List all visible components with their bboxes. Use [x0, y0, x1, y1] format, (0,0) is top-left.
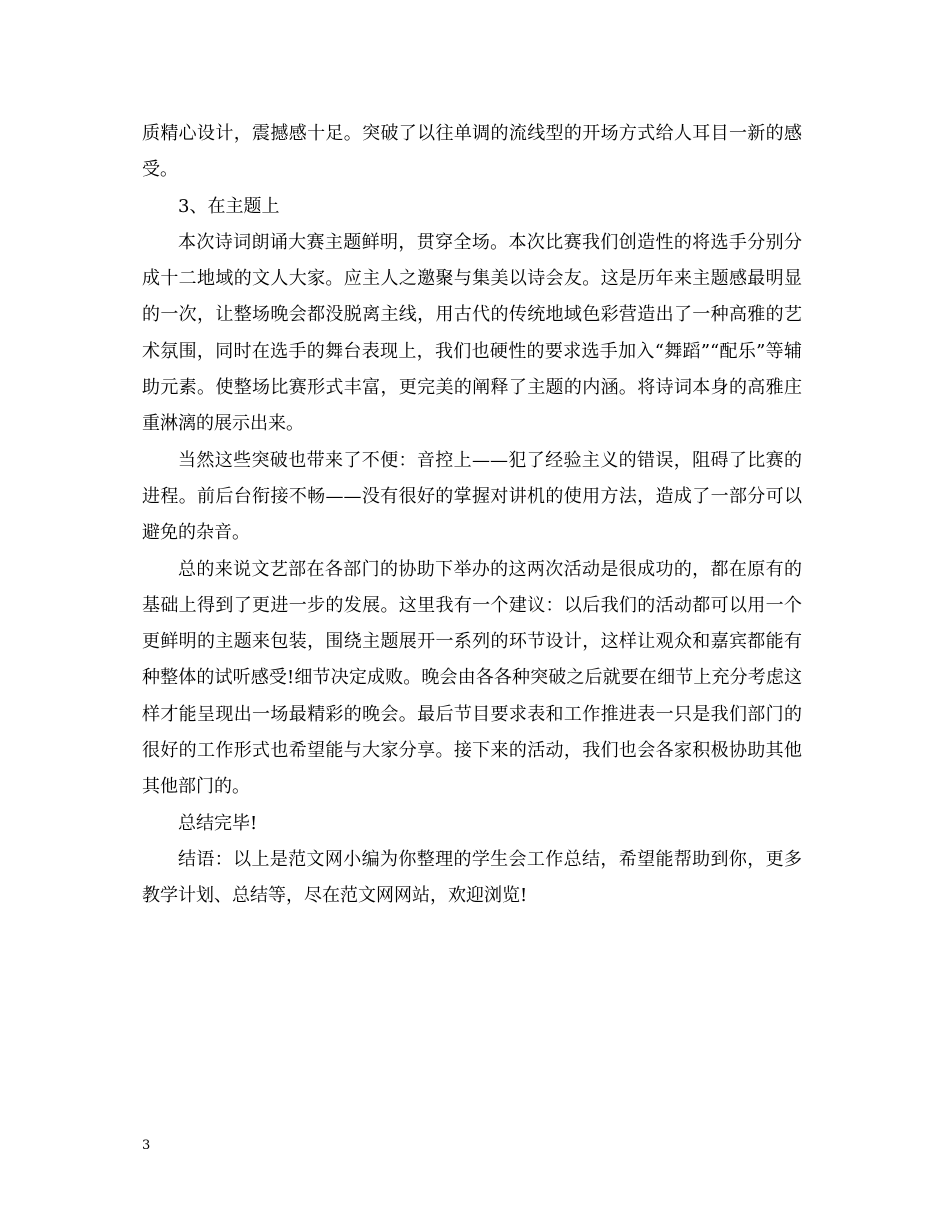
- paragraph-problems: 当然这些突破也带来了不便：音控上——犯了经验主义的错误，阻碍了比赛的进程。前后台衔接不畅——没有很好的掌握对讲机的使用方法，造成了一部分可以避免的杂音。: [142, 449, 802, 544]
- paragraph-theme: 本次诗词朗诵大赛主题鲜明，贯穿全场。本次比赛我们创造性的将选手分别分成十二地域的文人大家。应主人之邀聚与集美以诗会友。这是历年来主题感最明显的一次，让整场晚会都没脱离主线，用古代的传统地域色彩营造出了一种高雅的艺术氛围，同时在选手的舞台表现上，我们也硬性的要求选手加入“舞蹈”“配乐”等辅助元素。使整场比赛形式丰富，更完美的阐释了主题的内涵。将诗词本身的高雅庄重淋漓的展示出来。: [142, 231, 802, 435]
- paragraph-closing: 总结完毕!: [178, 812, 258, 834]
- paragraph-summary: 总的来说文艺部在各部门的协助下举办的这两次活动是很成功的，都在原有的基础上得到了更进一步的发展。这里我有一个建议：以后我们的活动都可以用一个更鲜明的主题来包装，围绕主题展开一系列的环节设计，这样让观众和嘉宾都能有种整体的试听感受!细节决定成败。晚会由各各种突破之后就要在细节上充分考虑这样才能呈现出一场最精彩的晚会。最后节目要求表和工作推进表一只是我们部门的很好的工作形式也希望能与大家分享。接下来的活动，我们也会各家积极协助其他其他部门的。: [142, 558, 802, 798]
- page-number: 3: [142, 1138, 151, 1153]
- paragraph-continuation: 质精心设计，震撼感十足。突破了以往单调的流线型的开场方式给人耳目一新的感受。: [142, 123, 802, 181]
- section-heading: 3、在主题上: [178, 195, 280, 217]
- document-body: [142, 116, 802, 915]
- paragraph-epilogue: 结语：以上是范文网小编为你整理的学生会工作总结，希望能帮助到你，更多教学计划、总结等，尽在范文网网站，欢迎浏览!: [142, 848, 802, 907]
